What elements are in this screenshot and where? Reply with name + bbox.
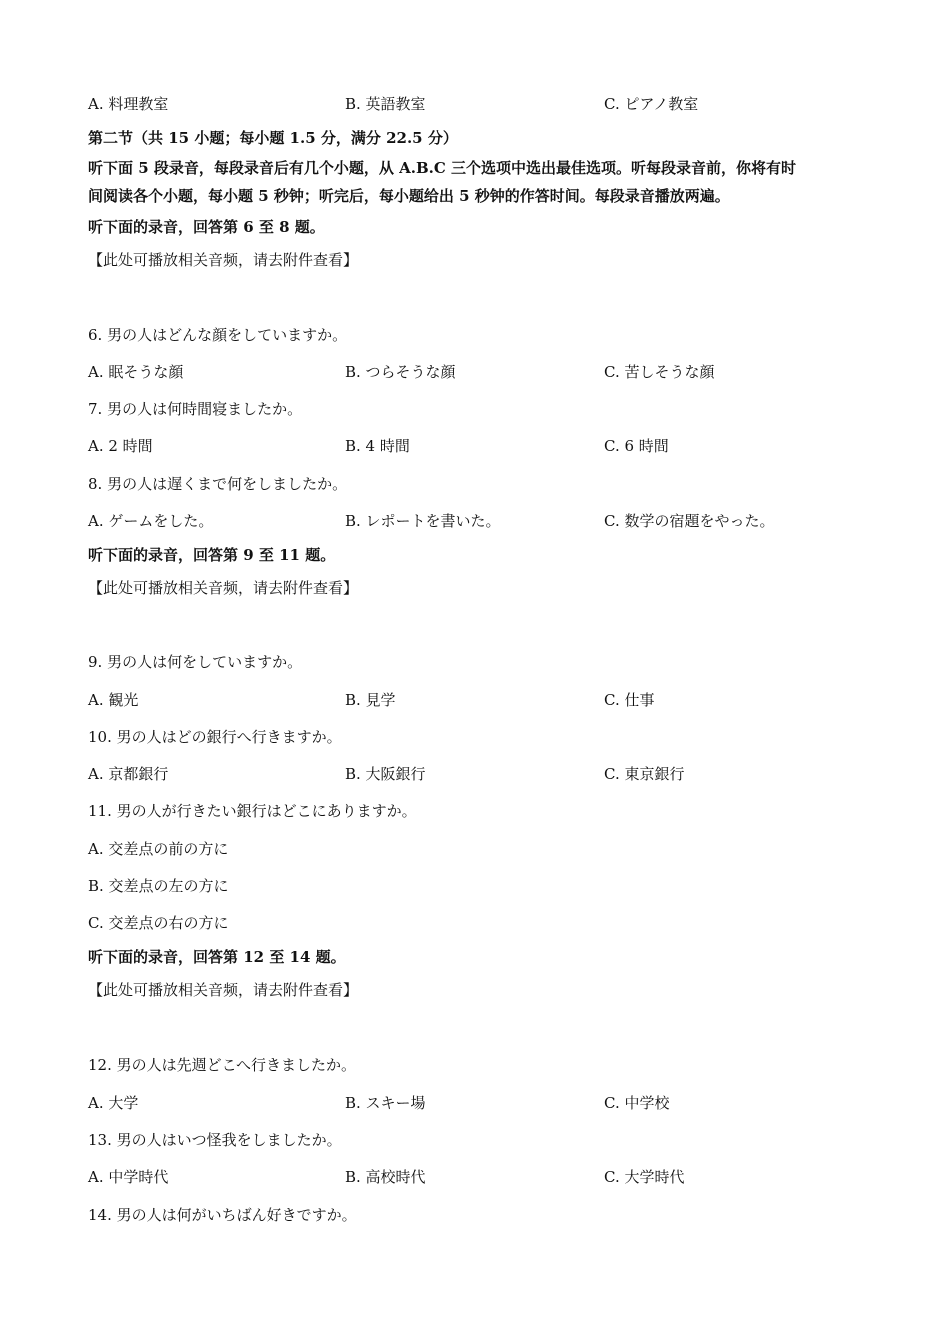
q6-option-b: B. つらそうな顔 <box>345 363 456 381</box>
q10-option-c: C. 東京銀行 <box>604 765 685 783</box>
q6-option-a: A. 眠そうな顔 <box>88 363 184 381</box>
audio-note: 【此处可播放相关音频，请去附件查看】 <box>88 579 359 597</box>
question-7: 7. 男の人は何時間寝ましたか。 <box>88 400 303 418</box>
q9-option-a: A. 観光 <box>88 691 139 709</box>
question-10: 10. 男の人はどの銀行へ行きますか。 <box>88 728 342 746</box>
q9-option-c: C. 仕事 <box>604 691 655 709</box>
q5-option-a: A. 料理教室 <box>88 95 169 113</box>
question-12: 12. 男の人は先週どこへ行きましたか。 <box>88 1056 357 1074</box>
question-9: 9. 男の人は何をしていますか。 <box>88 653 303 671</box>
question-14: 14. 男の人は何がいちばん好きですか。 <box>88 1206 357 1224</box>
q7-option-b: B. 4 時間 <box>345 437 410 455</box>
q8-option-a: A. ゲームをした。 <box>88 512 214 530</box>
audio-note: 【此处可播放相关音频，请去附件查看】 <box>88 251 359 269</box>
q13-option-a: A. 中学時代 <box>88 1168 169 1186</box>
q12-option-b: B. スキー場 <box>345 1094 426 1112</box>
group-heading: 听下面的录音，回答第 9 至 11 题。 <box>88 546 336 564</box>
q9-option-b: B. 見学 <box>345 691 396 709</box>
section-title: 第二节（共 15 小题；每小题 1.5 分，满分 22.5 分） <box>88 129 458 147</box>
q8-option-c: C. 数学の宿題をやった。 <box>604 512 775 530</box>
audio-note: 【此处可播放相关音频，请去附件查看】 <box>88 981 359 999</box>
group-heading: 听下面的录音，回答第 12 至 14 题。 <box>88 948 346 966</box>
q8-option-b: B. レポートを書いた。 <box>345 512 501 530</box>
q12-option-c: C. 中学校 <box>604 1094 670 1112</box>
group-heading: 听下面的录音，回答第 6 至 8 题。 <box>88 218 325 236</box>
question-11: 11. 男の人が行きたい銀行はどこにありますか。 <box>88 802 417 820</box>
section-instruction-line-2: 间阅读各个小题，每小题 5 秒钟；听完后，每小题给出 5 秒钟的作答时间。每段录音播放两遍。 <box>88 187 730 205</box>
q10-option-a: A. 京都銀行 <box>88 765 169 783</box>
q13-option-c: C. 大学時代 <box>604 1168 685 1186</box>
q11-option-c: C. 交差点の右の方に <box>88 914 229 932</box>
q12-option-a: A. 大学 <box>88 1094 139 1112</box>
q11-option-b: B. 交差点の左の方に <box>88 877 229 895</box>
question-8: 8. 男の人は遅くまで何をしましたか。 <box>88 475 348 493</box>
q5-option-b: B. 英語教室 <box>345 95 426 113</box>
q7-option-c: C. 6 時間 <box>604 437 669 455</box>
q6-option-c: C. 苦しそうな顔 <box>604 363 715 381</box>
question-6: 6. 男の人はどんな顔をしていますか。 <box>88 326 348 344</box>
q11-option-a: A. 交差点の前の方に <box>88 840 229 858</box>
q7-option-a: A. 2 時間 <box>88 437 153 455</box>
question-13: 13. 男の人はいつ怪我をしましたか。 <box>88 1131 342 1149</box>
q5-option-c: C. ピアノ教室 <box>604 95 699 113</box>
q10-option-b: B. 大阪銀行 <box>345 765 426 783</box>
section-instruction-line-1: 听下面 5 段录音，每段录音后有几个小题，从 A.B.C 三个选项中选出最佳选项。听每段录音前，你将有时 <box>88 159 797 177</box>
q13-option-b: B. 高校時代 <box>345 1168 426 1186</box>
